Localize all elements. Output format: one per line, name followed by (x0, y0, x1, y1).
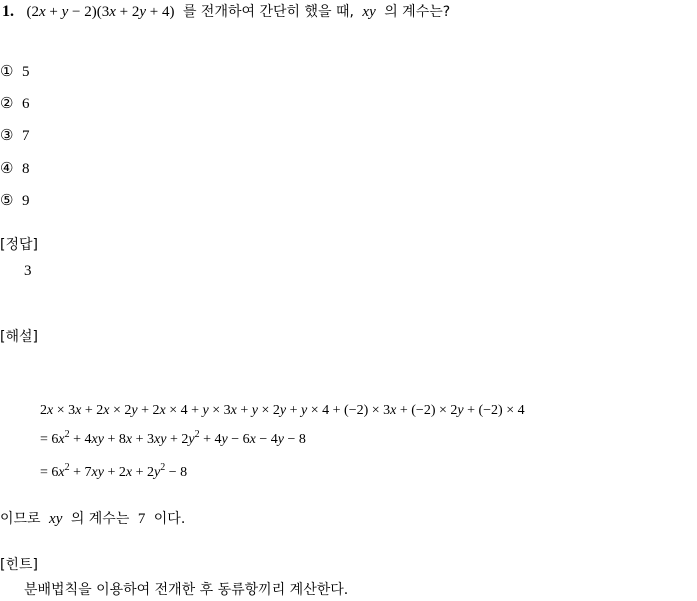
explanation-conclusion (0, 512, 185, 527)
hint-label: [힌트] (0, 557, 38, 573)
choice-marker: ④ (0, 159, 14, 177)
choice-value: 9 (22, 193, 30, 209)
conclusion-term: xy (49, 511, 63, 527)
choice-1[interactable] (0, 64, 30, 80)
choice-value: 5 (22, 64, 30, 80)
choice-4[interactable] (0, 161, 30, 177)
choice-value: 6 (22, 96, 30, 112)
choice-marker: ③ (0, 126, 14, 144)
conclusion-mid: 의 계수는 (70, 511, 130, 527)
choice-marker: ⑤ (0, 191, 14, 209)
explanation-line-1: 2x × 3x + 2x × 2y + 2x × 4 + y × 3x + y × 2y + y × 4 + (−2) × 3x + (−2) × 2y + (−2) × 4 (40, 403, 525, 418)
question-line (2, 4, 450, 20)
explanation-line-3: = $6x^2 + 7xy + 2x + 2y^2 - 8$ (40, 462, 188, 480)
choice-2[interactable] (0, 96, 30, 112)
explanation-label: [해설] (0, 329, 38, 345)
choice-marker: ② (0, 94, 14, 112)
answer-value: 3 (24, 263, 32, 279)
conclusion-end: 이다. (153, 511, 186, 527)
explanation-line-2: = $6x^2 + 4xy + 8x + 3xy + 2y^2 + 4y - 6x - 4y - 8$ (40, 429, 306, 447)
question-text-middle: 를 전개하여 간단히 했을 때, (182, 4, 354, 20)
choice-marker: ① (0, 62, 14, 80)
question-expression: (2x + y − 2)(3x + 2y + 4) (26, 4, 175, 20)
choice-3[interactable] (0, 128, 30, 144)
choice-value: 7 (22, 128, 30, 144)
question-text-end: 의 계수는? (384, 4, 451, 20)
choice-value: 8 (22, 161, 30, 177)
question-number: 1. (2, 3, 14, 20)
question-target-term: xy (362, 4, 376, 20)
conclusion-prefix: 이므로 (0, 511, 41, 527)
hint-text: 분배법칙을 이용하여 전개한 후 동류항끼리 계산한다. (24, 582, 349, 598)
conclusion-value: 7 (137, 511, 146, 527)
answer-label: [정답] (0, 237, 38, 253)
choice-5[interactable] (0, 193, 30, 209)
